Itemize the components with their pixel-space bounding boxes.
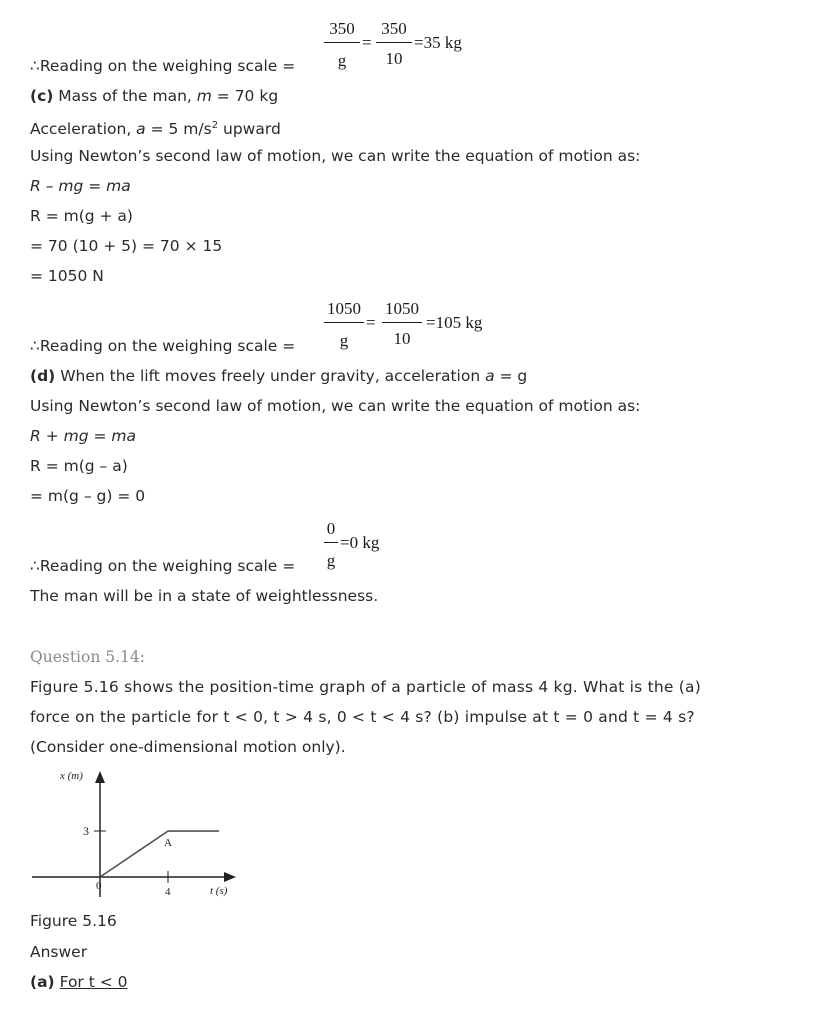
question-title: Question 5.14: (30, 648, 145, 666)
y-tick-label: 3 (83, 824, 89, 838)
weightless-line: The man will be in a state of weightlessness. (30, 587, 379, 605)
equation-line: R – mg = ma (30, 177, 131, 195)
result: =35 kg (414, 33, 462, 52)
part-label: (c) (30, 87, 54, 105)
reading-line-2: ∴Reading on the weighing scale = (30, 337, 296, 355)
denominator: g (339, 331, 349, 350)
position-line (100, 831, 219, 877)
answer-heading: Answer (30, 943, 88, 961)
numerator: 1050 (385, 299, 419, 318)
position-time-graph (28, 765, 258, 905)
equation-line: = 70 (10 + 5) = 70 × 15 (30, 237, 223, 255)
y-axis-arrow-icon (95, 771, 105, 783)
numerator: 1050 (327, 299, 361, 318)
equals-sign: = (366, 313, 376, 332)
numerator: 350 (329, 19, 355, 38)
question-line-2: force on the particle for t < 0, t > 4 s, 0 < t < 4 s? (b) impulse at t = 0 and t = 4 s? (30, 708, 695, 726)
figure-caption: Figure 5.16 (30, 912, 117, 930)
part-a-line: (a) For t < 0 (30, 973, 128, 991)
acceleration-line: Acceleration, a = 5 $m/s^2$ upward (30, 120, 281, 139)
reading-line-3: ∴Reading on the weighing scale = (30, 557, 296, 575)
denominator: g (337, 51, 347, 70)
equation-line: = m(g – g) = 0 (30, 487, 146, 505)
part-d-line: (d) When the lift moves freely under gravity, acceleration a = g (30, 367, 528, 385)
x-axis-arrow-icon (224, 872, 236, 882)
equation-line: R + mg = ma (30, 427, 136, 445)
equation-line: = 1050 N (30, 267, 104, 285)
result: =105 kg (426, 313, 483, 332)
part-c-line: (c) Mass of the man, m = 70 kg (30, 87, 279, 105)
point-a-label: A (164, 837, 172, 849)
denominator: 10 (385, 49, 403, 68)
numerator: 350 (381, 19, 407, 38)
newton-line-1: Using Newton’s second law of motion, we can write the equation of motion as: (30, 147, 641, 165)
numerator: 0 (326, 519, 336, 538)
part-label: (a) (30, 973, 55, 991)
reading-line-1: ∴Reading on the weighing scale = (30, 57, 296, 75)
denominator: 10 (393, 329, 411, 348)
equation-line: R = m(g – a) (30, 457, 128, 475)
equals-sign: = (362, 33, 372, 52)
y-axis-label: x (m) (60, 770, 83, 782)
newton-line-2: Using Newton’s second law of motion, we can write the equation of motion as: (30, 397, 641, 415)
equation-line: R = m(g + a) (30, 207, 133, 225)
part-label: (d) (30, 367, 56, 385)
denominator: g (326, 551, 336, 570)
x-tick-label: 4 (165, 886, 171, 898)
result: =0 kg (340, 533, 380, 552)
origin-label: 0 (96, 880, 102, 892)
question-line-1: Figure 5.16 shows the position-time graph of a particle of mass 4 kg. What is the (a) (30, 678, 701, 696)
question-line-3: (Consider one-dimensional motion only). (30, 738, 346, 756)
x-axis-label: t (s) (210, 885, 228, 897)
